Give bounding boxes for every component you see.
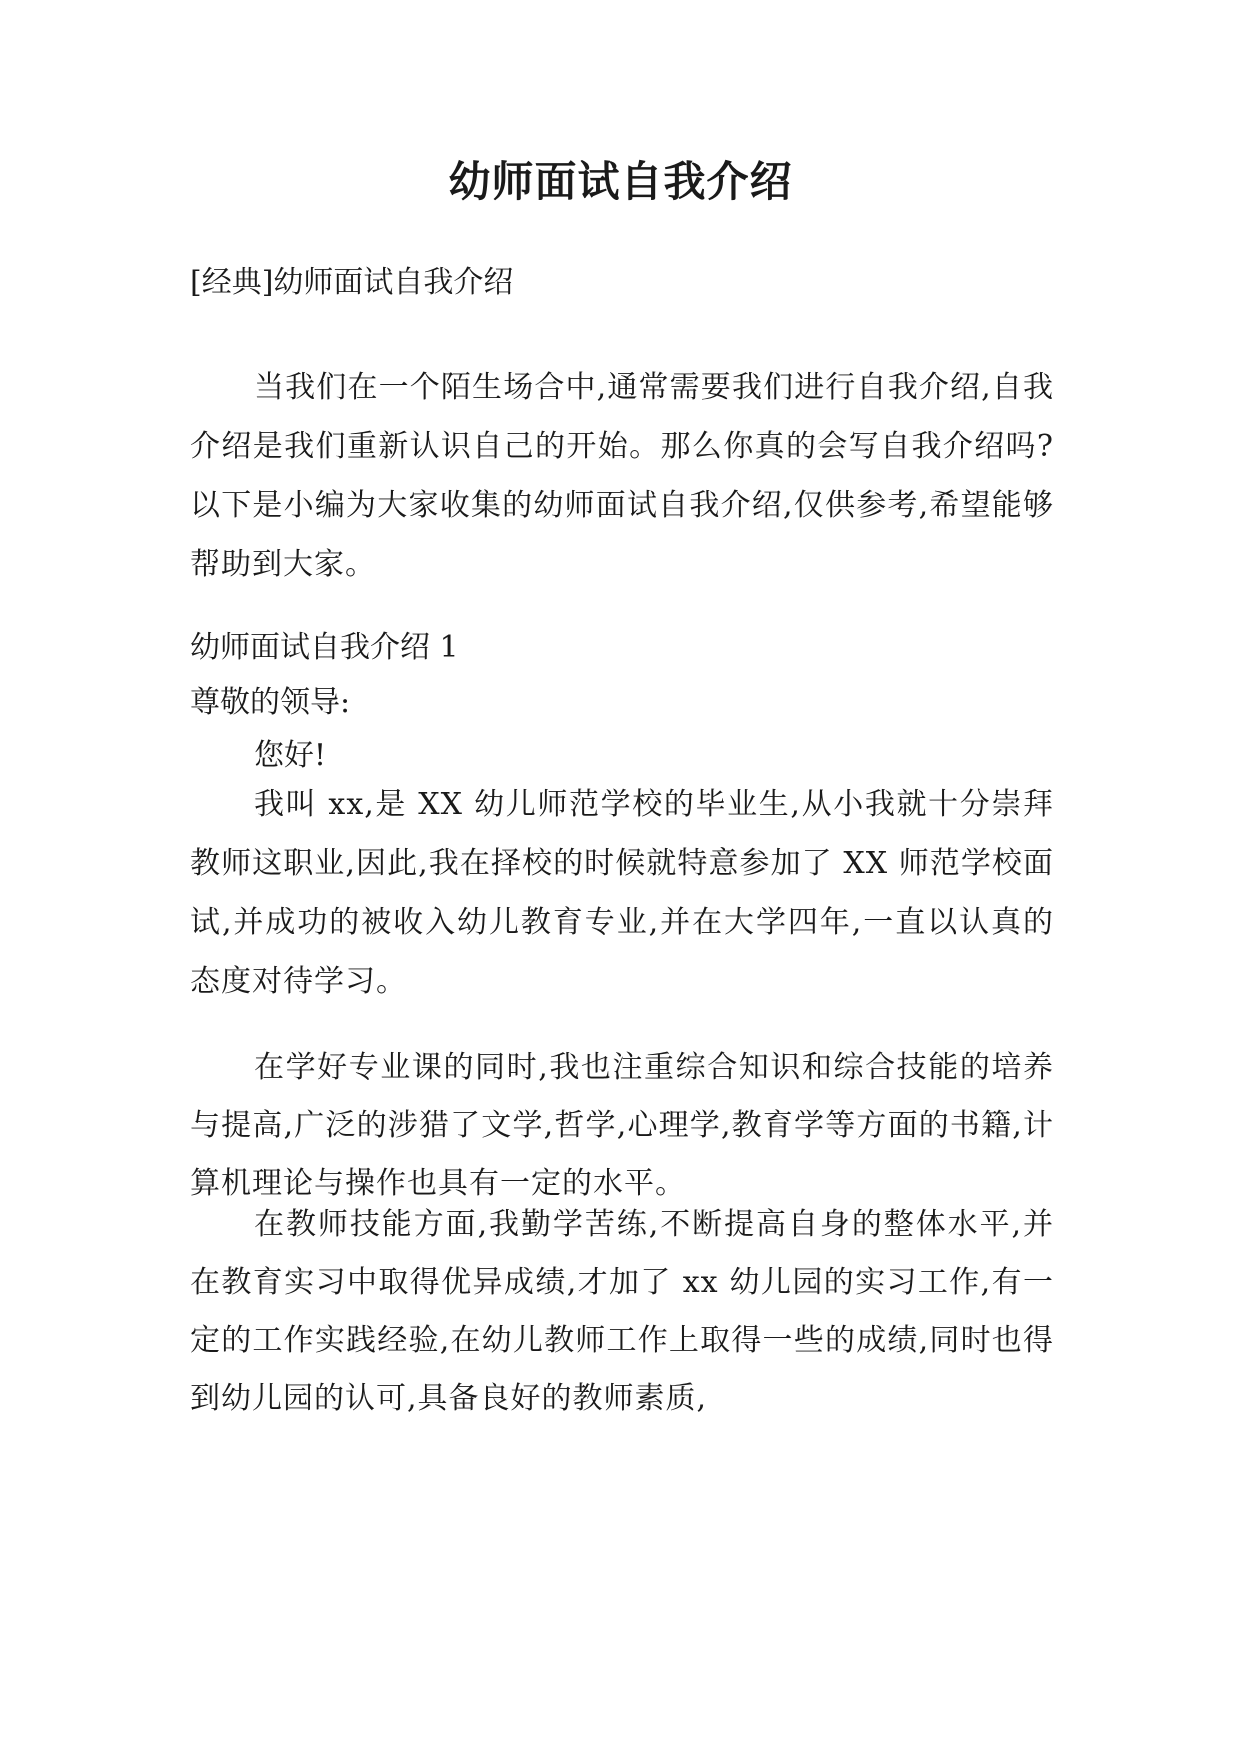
salutation: 尊敬的领导: (190, 685, 351, 720)
body-paragraph-2: 在学好专业课的同时,我也注重综合知识和综合技能的培养与提高,广泛的涉猎了文学,哲学,心理学,教育学等方面的书籍,计算机理论与操作也具有一定的水平。 (190, 1050, 1054, 1201)
body-paragraph-1: 我叫 xx,是 XX 幼儿师范学校的毕业生,从小我就十分崇拜教师这职业,因此,我在择校的时候就特意参加了 XX 师范学校面试,并成功的被收入幼儿教育专业,并在大学四年,一直以认真的态度对待学习。 (190, 787, 1054, 999)
greeting: 您好! (254, 738, 327, 773)
document-subtitle: [经典]幼师面试自我介绍 (190, 265, 514, 300)
section-heading: 幼师面试自我介绍 1 (190, 630, 459, 665)
document-title: 幼师面试自我介绍 (448, 157, 793, 206)
body-paragraph-3: 在教师技能方面,我勤学苦练,不断提高自身的整体水平,并在教育实习中取得优异成绩,才加了 xx 幼儿园的实习工作,有一定的工作实践经验,在幼儿教师工作上取得一些的成绩,同时也得到幼儿园的认可,具备良好的教师素质, (190, 1207, 1054, 1416)
intro-paragraph: 当我们在一个陌生场合中,通常需要我们进行自我介绍,自我介绍是我们重新认识自己的开始。那么你真的会写自我介绍吗?以下是小编为大家收集的幼师面试自我介绍,仅供参考,希望能够帮助到大家。 (190, 370, 1054, 582)
